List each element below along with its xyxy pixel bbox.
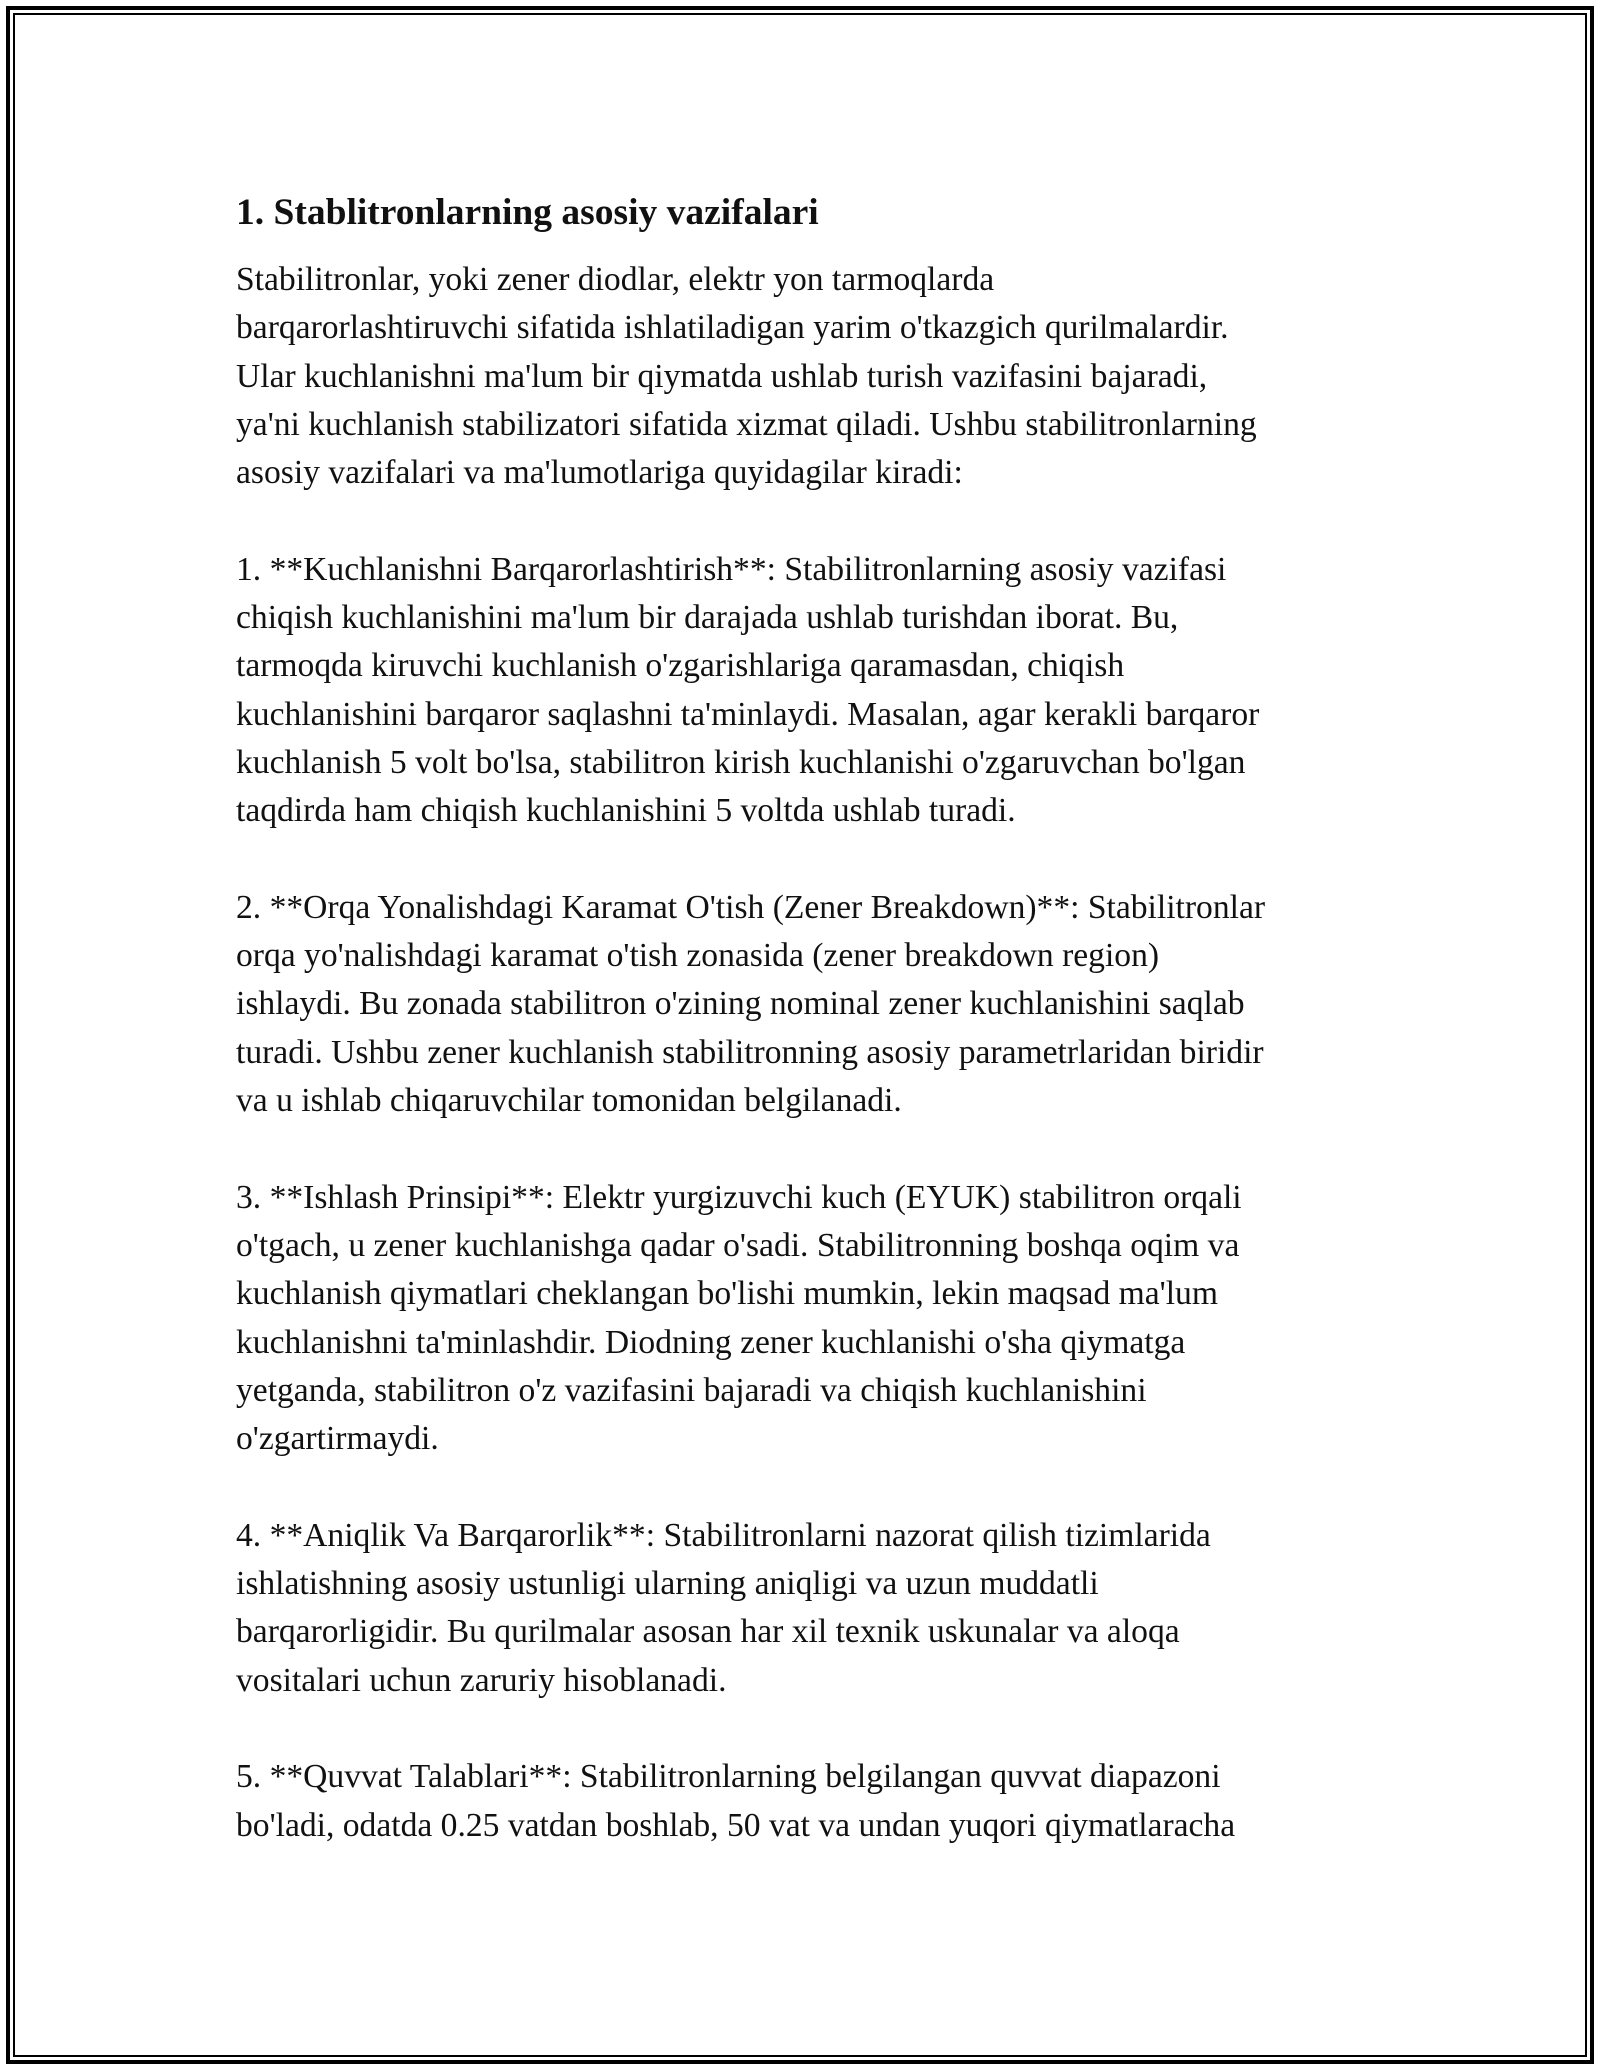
- intro-paragraph: Stabilitronlar, yoki zener diodlar, elektr yon tarmoqlarda barqarorlashtiruvchi sifatida ishlatiladigan yarim o'tkazgich qurilmalardir. Ular kuchlanishni ma'lum bir qiymatda ushlab turish vazifasini bajaradi, ya'ni kuchlanish stabilizatori sifatida xizmat qiladi. Ushbu stabilitronlarning asosiy vazifalari va ma'lumotlariga quyidagilar kiradi:: [236, 261, 1257, 492]
- document-title: 1. Stablitronlarning asosiy vazifalari: [236, 192, 819, 233]
- document-body: [236, 186, 1376, 1898]
- list-item-1: 1. **Kuchlanishni Barqarorlashtirish**: Stabilitronlarning asosiy vazifasi chiqish kuchlanishini ma'lum bir darajada ushlab turishdan iborat. Bu, tarmoqda kiruvchi kuchlanish o'zgarishlariga qaramasdan, chiqish kuchlanishini barqaror saqlashni ta'minlaydi. Masalan, agar kerakli barqaror kuchlanish 5 volt bo'lsa, stabilitron kirish kuchlanishi o'zgaruvchan bo'lgan taqdirda ham chiqish kuchlanishini 5 voltda ushlab turadi.: [236, 550, 1260, 830]
- list-item-3: 3. **Ishlash Prinsipi**: Elektr yurgizuvchi kuch (EYUK) stabilitron orqali o'tgach, u zener kuchlanishga qadar o'sadi. Stabilitronning boshqa oqim va kuchlanish qiymatlari cheklangan bo'lishi mumkin, lekin maqsad ma'lum kuchlanishni ta'minlashdir. Diodning zener kuchlanishi o'sha qiymatga yetganda, stabilitron o'z vazifasini bajaradi va chiqish kuchlanishini o'zgartirmaydi.: [236, 1178, 1242, 1458]
- list-item-5: 5. **Quvvat Talablari**: Stabilitronlarning belgilangan quvvat diapazoni bo'ladi, odatda 0.25 vatdan boshlab, 50 vat va undan yuqori qiymatlaracha: [236, 1758, 1236, 1844]
- list-item-4: 4. **Aniqlik Va Barqarorlik**: Stabilitronlarni nazorat qilish tizimlarida ishlatishning asosiy ustunligi ularning aniqligi va uzun muddatli barqarorligidir. Bu qurilmalar asosan har xil texnik uskunalar va aloqa vositalari uchun zaruriy hisoblanadi.: [236, 1516, 1211, 1699]
- list-item-2: 2. **Orqa Yonalishdagi Karamat O'tish (Zener Breakdown)**: Stabilitronlar orqa yo'nalishdagi karamat o'tish zonasida (zener breakdown region) ishlaydi. Bu zonada stabilitron o'zining nominal zener kuchlanishini saqlab turadi. Ushbu zener kuchlanish stabilitronning asosiy parametrlaridan biridir va u ishlab chiqaruvchilar tomonidan belgilanadi.: [236, 888, 1266, 1120]
